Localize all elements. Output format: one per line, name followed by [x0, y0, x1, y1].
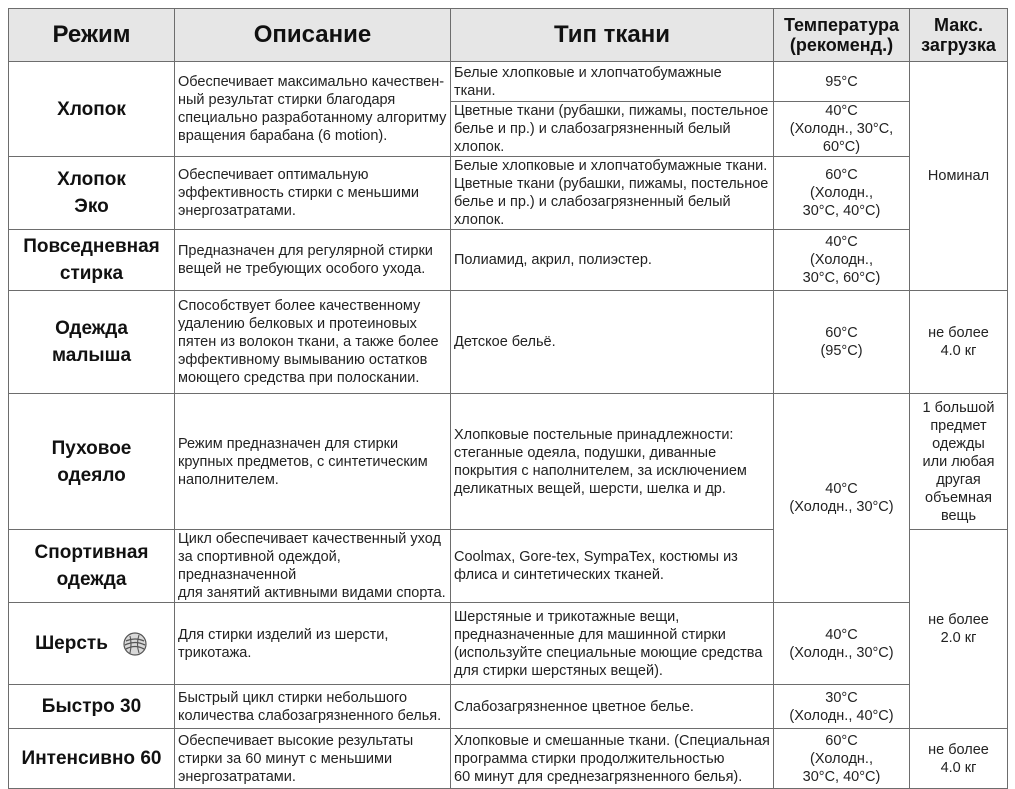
text-line: (95°C) [820, 343, 863, 359]
text-line: удалению белковых и протеиновых [178, 316, 417, 332]
text-line: вращения барабана (6 motion). [178, 128, 388, 144]
mode-cotton: Хлопок [9, 62, 175, 157]
fabric-everyday: Полиамид, акрил, полиэстер. [451, 230, 774, 291]
text-line: одежды [932, 435, 985, 452]
text-line: флиса и синтетических тканей. [454, 567, 664, 583]
text-line: или любая [922, 453, 995, 470]
header-mode: Режим [9, 9, 175, 62]
table-row [9, 685, 1008, 729]
text-line: вещей не требующих особого ухода. [178, 261, 426, 277]
text-line: (Холодн., [810, 185, 873, 201]
text-line: Способствует более качественному [178, 298, 421, 314]
mode-wool-label: Шерсть [35, 633, 108, 654]
text-line: Быстрый цикл стирки небольшого [178, 689, 408, 706]
description-sport [175, 530, 451, 603]
header-max-load-line: Макс. [933, 15, 983, 35]
text-line: 60 минут для среднезагрязненного белья). [454, 768, 743, 785]
text-line: (Холодн., 40°C) [789, 707, 894, 724]
temp-cotton-white: 95°C [774, 62, 910, 102]
text-line: 1 большой [922, 399, 995, 416]
text-line: моющего средства при полоскании. [178, 370, 420, 386]
text-line: белье и пр.) и слабозагрязненный белый хлопок. [454, 194, 731, 228]
text-line: энергозатратами. [178, 768, 296, 785]
text-line: предмет [930, 417, 987, 434]
mode-sport [9, 530, 175, 603]
text-line: Хлопковые постельные принадлежности: [454, 426, 734, 443]
description-wool [175, 603, 451, 685]
header-max-load-line: загрузка [921, 35, 996, 55]
description-intensive60 [175, 729, 451, 789]
text-line: Цветные ткани (рубашки, пижамы, постельное [454, 103, 769, 119]
load-max-4kg [910, 291, 1008, 394]
text-line: энергозатратами. [178, 203, 296, 219]
text-line: 4.0 кг [940, 343, 977, 359]
description-duvet [175, 394, 451, 530]
description-cotton-eco [175, 157, 451, 230]
text-line: одеяло [57, 464, 126, 486]
table-row [9, 62, 1008, 102]
text-line: другая [936, 471, 981, 488]
fabric-duvet [451, 394, 774, 530]
mode-intensive60: Интенсивно 60 [9, 729, 175, 789]
text-line: белье и пр.) и слабозагрязненный белый хлопок. [454, 121, 731, 155]
header-description: Описание [175, 9, 451, 62]
text-line: 4.0 кг [940, 759, 977, 776]
header-max-load [910, 9, 1008, 62]
mode-baby [9, 291, 175, 394]
text-line: Цветные ткани (рубашки, пижамы, постельное [454, 176, 769, 192]
text-line: трикотажа. [178, 644, 252, 661]
text-line: Coolmax, Gore-tex, SympaTex, костюмы из [454, 549, 738, 565]
table-row [9, 157, 1008, 230]
text-line: Обеспечивает оптимальную [178, 167, 369, 183]
text-line: 40°C [825, 103, 858, 119]
text-line: Цикл обеспечивает качественный уход [178, 531, 441, 547]
fabric-cotton-eco [451, 157, 774, 230]
text-line: эффективному вымыванию остатков [178, 352, 428, 368]
fabric-cotton-colored [451, 102, 774, 157]
temp-cotton-colored [774, 102, 910, 157]
text-line: стирки за 60 минут с меньшими [178, 750, 393, 767]
table-row [9, 603, 1008, 685]
text-line: программа стирки продолжительностью [454, 750, 725, 767]
load-max-4kg-intensive [910, 729, 1008, 789]
text-line: стирка [59, 263, 124, 284]
text-line: (используйте специальные моющие средства [454, 644, 763, 661]
header-temperature-line: Температура [783, 15, 900, 35]
fabric-quick30: Слабозагрязненное цветное белье. [451, 685, 774, 729]
description-everyday [175, 230, 451, 291]
temp-quick30 [774, 685, 910, 729]
text-line: наполнителем. [178, 471, 279, 488]
text-line: Белые хлопковые и хлопчатобумажные [454, 64, 722, 81]
text-line: для стирки шерстяных вещей). [454, 662, 663, 679]
text-line: 40°C [825, 234, 858, 250]
temp-intensive60 [774, 729, 910, 789]
table-row [9, 291, 1008, 394]
text-line: 30°C [825, 689, 858, 706]
mode-wool [9, 603, 175, 685]
fabric-intensive60 [451, 729, 774, 789]
mode-cotton-eco [9, 157, 175, 230]
header-fabric: Тип ткани [451, 9, 774, 62]
load-nominal: Номинал [910, 62, 1008, 291]
text-line: (Холодн., [810, 750, 873, 767]
text-line: для занятий активными видами спорта. [178, 585, 446, 601]
text-line: не более [928, 741, 989, 758]
text-line: Обеспечивает максимально качествен- [178, 74, 445, 90]
text-line: крупных предметов, с синтетическим [178, 453, 428, 470]
text-line: (Холодн., 30°C) [789, 499, 894, 515]
description-quick30 [175, 685, 451, 729]
text-line: предназначенные для машинной стирки [454, 626, 726, 643]
washing-programs-table [8, 8, 1008, 789]
text-line: 60°C [825, 732, 858, 749]
temp-everyday [774, 230, 910, 291]
text-line: Эко [74, 196, 109, 217]
text-line: не более [928, 325, 989, 341]
mode-duvet [9, 394, 175, 530]
fabric-wool [451, 603, 774, 685]
description-cotton [175, 62, 451, 157]
mode-quick30: Быстро 30 [9, 685, 175, 729]
text-line: ткани. [454, 82, 496, 99]
text-line: Обеспечивает высокие результаты [178, 732, 414, 749]
text-line: не более [928, 612, 989, 628]
text-line: 2.0 кг [940, 630, 977, 646]
text-line: 60°C [825, 325, 858, 341]
temp-wool [774, 603, 910, 685]
text-line: одежда [56, 569, 127, 590]
text-line: стеганные одеяла, подушки, диванные [454, 444, 717, 461]
text-line: малыша [51, 345, 132, 366]
text-line: Одежда [55, 318, 128, 339]
table-row [9, 230, 1008, 291]
fabric-sport [451, 530, 774, 603]
text-line: Режим предназначен для стирки [178, 435, 399, 452]
text-line: (Холодн., 30°C) [789, 644, 894, 661]
mode-everyday [9, 230, 175, 291]
text-line: ный результат стирки благодаря [178, 92, 396, 108]
description-baby [175, 291, 451, 394]
load-bulky-item [910, 394, 1008, 530]
text-line: пятен из волокон ткани, а также более [178, 334, 439, 350]
text-line: за спортивной одеждой, предназначенной [178, 549, 341, 583]
temp-baby [774, 291, 910, 394]
text-line: 40°C [825, 626, 858, 643]
text-line: Предназначен для регулярной стирки [178, 243, 433, 259]
temp-duvet-sport [774, 394, 910, 603]
text-line: (Холодн., [810, 252, 873, 268]
header-row [9, 9, 1008, 62]
wool-icon [122, 631, 148, 657]
text-line: специально разработанному алгоритму [178, 110, 447, 126]
text-line: 30°C, 60°C) [802, 270, 881, 286]
text-line: покрытия с наполнителем, за исключением [454, 462, 747, 479]
text-line: вещь [940, 507, 977, 524]
text-line: Хлопок [57, 169, 126, 190]
text-line: (Холодн., 30°C, 60°C) [789, 121, 894, 155]
text-line: эффективность стирки с меньшими [178, 185, 420, 201]
text-line: объемная [925, 489, 992, 506]
text-line: деликатных вещей, шерсти, шелка и др. [454, 480, 726, 497]
text-line: 30°C, 40°C) [802, 203, 881, 219]
text-line: 30°C, 40°C) [802, 768, 881, 785]
temp-cotton-eco [774, 157, 910, 230]
header-temperature [774, 9, 910, 62]
table-row [9, 394, 1008, 530]
fabric-cotton-white [451, 62, 774, 102]
fabric-baby: Детское бельё. [451, 291, 774, 394]
text-line: количества слабозагрязненного белья. [178, 707, 442, 724]
text-line: 40°C [825, 481, 858, 497]
load-max-2kg [910, 530, 1008, 729]
text-line: Повседневная [23, 236, 160, 257]
text-line: Для стирки изделий из шерсти, [178, 626, 389, 643]
text-line: 60°C [825, 167, 858, 183]
table-row [9, 729, 1008, 789]
text-line: Хлопковые и смешанные ткани. (Специальная [454, 732, 770, 749]
header-temperature-line: (рекоменд.) [789, 35, 894, 55]
text-line: Белые хлопковые и хлопчатобумажные ткани. [454, 158, 768, 174]
text-line: Пуховое [51, 437, 132, 459]
text-line: Спортивная [34, 542, 149, 563]
text-line: Шерстяные и трикотажные вещи, [454, 608, 680, 625]
